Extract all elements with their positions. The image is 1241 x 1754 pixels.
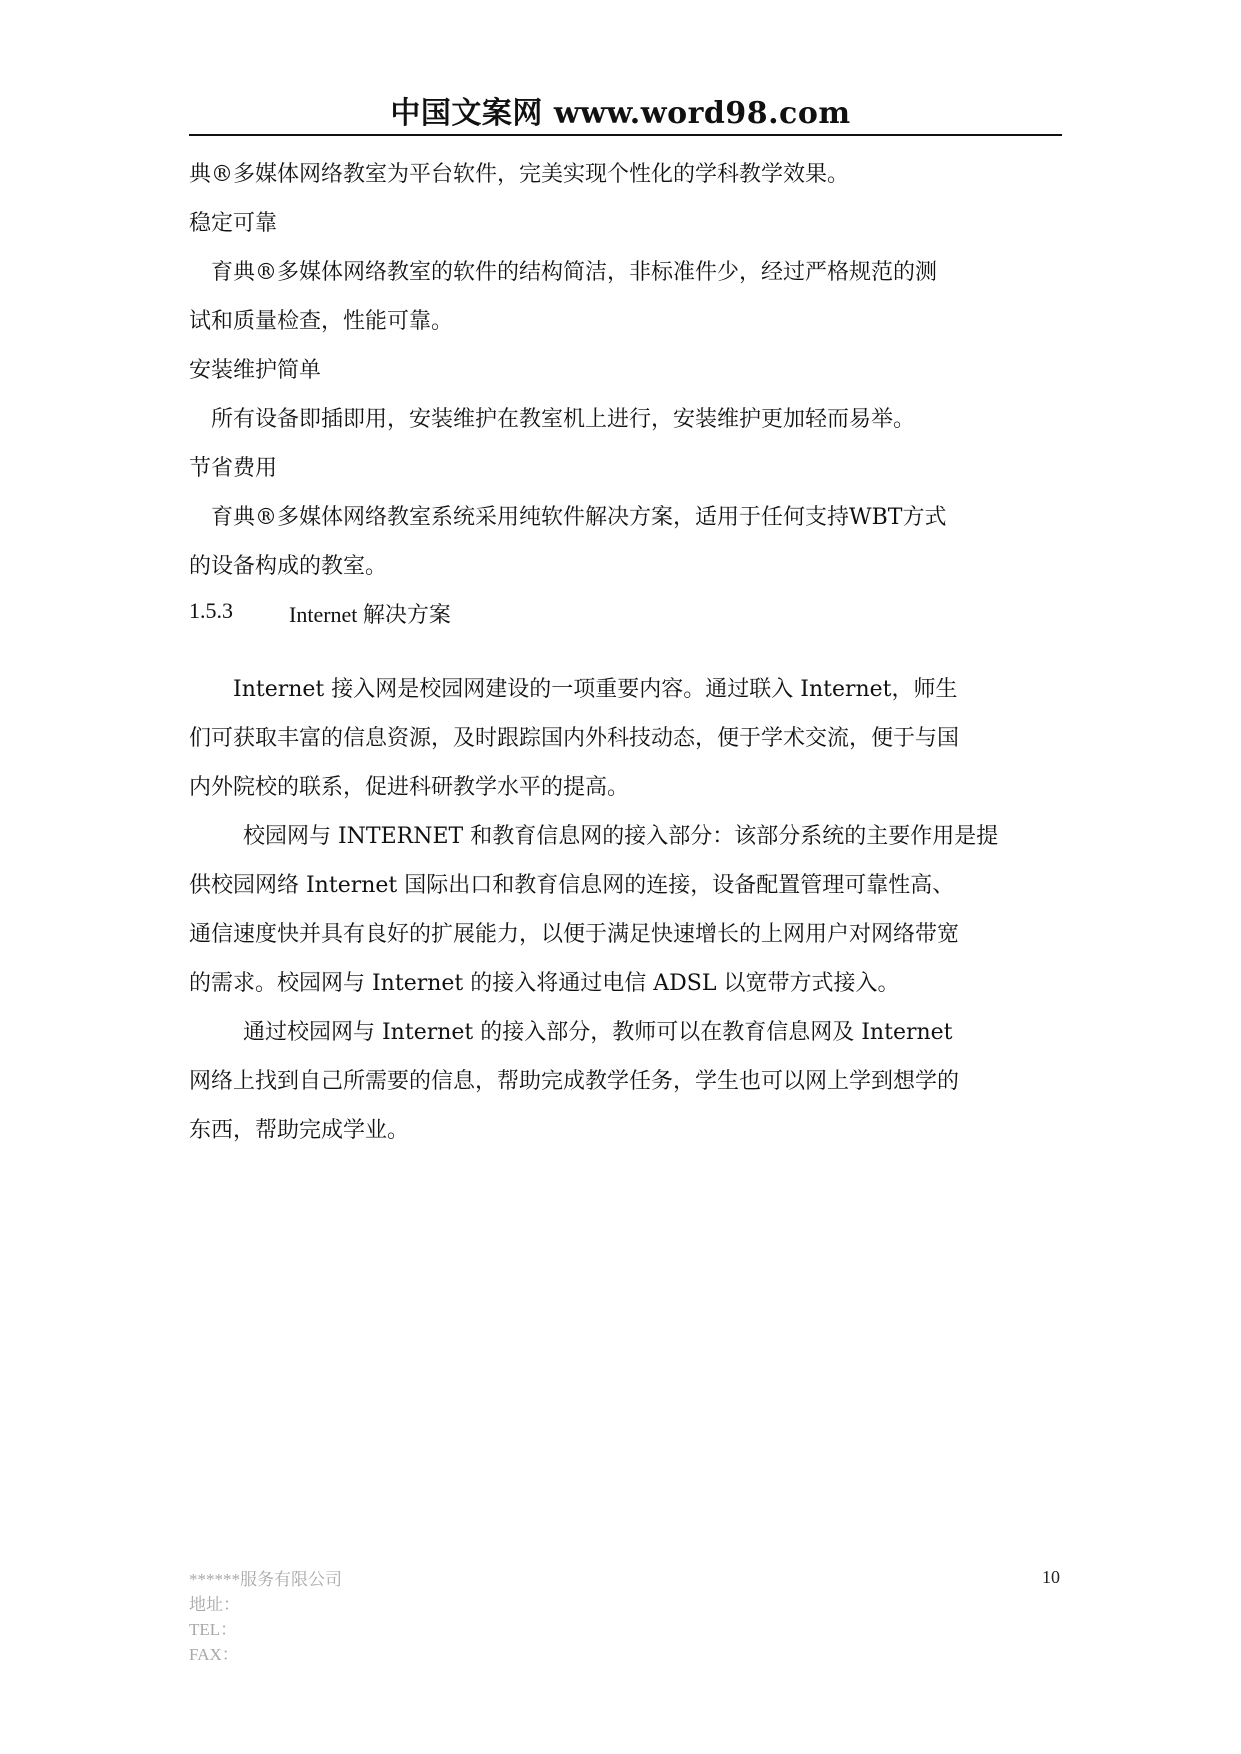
- subheading-cost: 节省费用: [189, 456, 278, 481]
- text-line: 网络上找到自己所需要的信息，帮助完成教学任务，学生也可以网上学到想学的: [189, 1069, 960, 1094]
- site-title: 中国文案网 www.word98.com: [390, 96, 851, 131]
- text-line: Internet 接入网是校园网建设的一项重要内容。通过联入 Internet，师生: [233, 677, 958, 702]
- text-line: 校园网与 INTERNET 和教育信息网的接入部分：该部分系统的主要作用是提: [243, 824, 999, 849]
- footer-company: ******服务有限公司: [189, 1570, 342, 1589]
- text-line: 典®多媒体网络教室为平台软件，完美实现个性化的学科教学效果。: [189, 162, 850, 187]
- section-title: Internet 解决方案: [289, 602, 451, 627]
- text-line: 们可获取丰富的信息资源，及时跟踪国内外科技动态，便于学术交流，便于与国: [189, 726, 960, 751]
- paragraph-internet-usage: [189, 1008, 1062, 1155]
- paragraph-intro: [189, 150, 1062, 199]
- paragraph-internet-intro: [189, 665, 1062, 812]
- text-line: 的需求。校园网与 Internet 的接入将通过电信 ADSL 以宽带方式接入。: [189, 971, 900, 996]
- paragraph-stable: [189, 248, 1062, 346]
- header-divider: [189, 134, 1062, 136]
- text-line: 育典®多媒体网络教室的软件的结构简洁，非标准件少，经过严格规范的测: [189, 260, 938, 285]
- page-number: 10: [1042, 1567, 1060, 1587]
- paragraph-install: [189, 395, 1062, 444]
- text-line: 的设备构成的教室。: [189, 554, 388, 579]
- subheading-install: 安装维护简单: [189, 358, 322, 383]
- text-line: 供校园网络 Internet 国际出口和教育信息网的连接，设备配置管理可靠性高、: [189, 873, 955, 898]
- footer-address: 地址：: [189, 1595, 240, 1614]
- text-line: 试和质量检查，性能可靠。: [189, 309, 454, 334]
- paragraph-internet-access: [189, 812, 1062, 1008]
- text-line: 育典®多媒体网络教室系统采用纯软件解决方案，适用于任何支持WBT方式: [189, 505, 947, 530]
- footer-fax: FAX：: [189, 1645, 239, 1664]
- section-number: 1.5.3: [189, 598, 233, 623]
- paragraph-cost: [189, 493, 1062, 591]
- footer-tel: TEL：: [189, 1620, 238, 1639]
- text-line: 通信速度快并具有良好的扩展能力，以便于满足快速增长的上网用户对网络带宽: [189, 922, 960, 947]
- text-line: 通过校园网与 Internet 的接入部分，教师可以在教育信息网及 Internet: [243, 1020, 953, 1045]
- text-line: 所有设备即插即用，安装维护在教室机上进行，安装维护更加轻而易举。: [189, 407, 916, 432]
- text-line: 内外院校的联系，促进科研教学水平的提高。: [189, 775, 630, 800]
- text-line: 东西，帮助完成学业。: [189, 1118, 410, 1143]
- subheading-stable: 稳定可靠: [189, 211, 278, 236]
